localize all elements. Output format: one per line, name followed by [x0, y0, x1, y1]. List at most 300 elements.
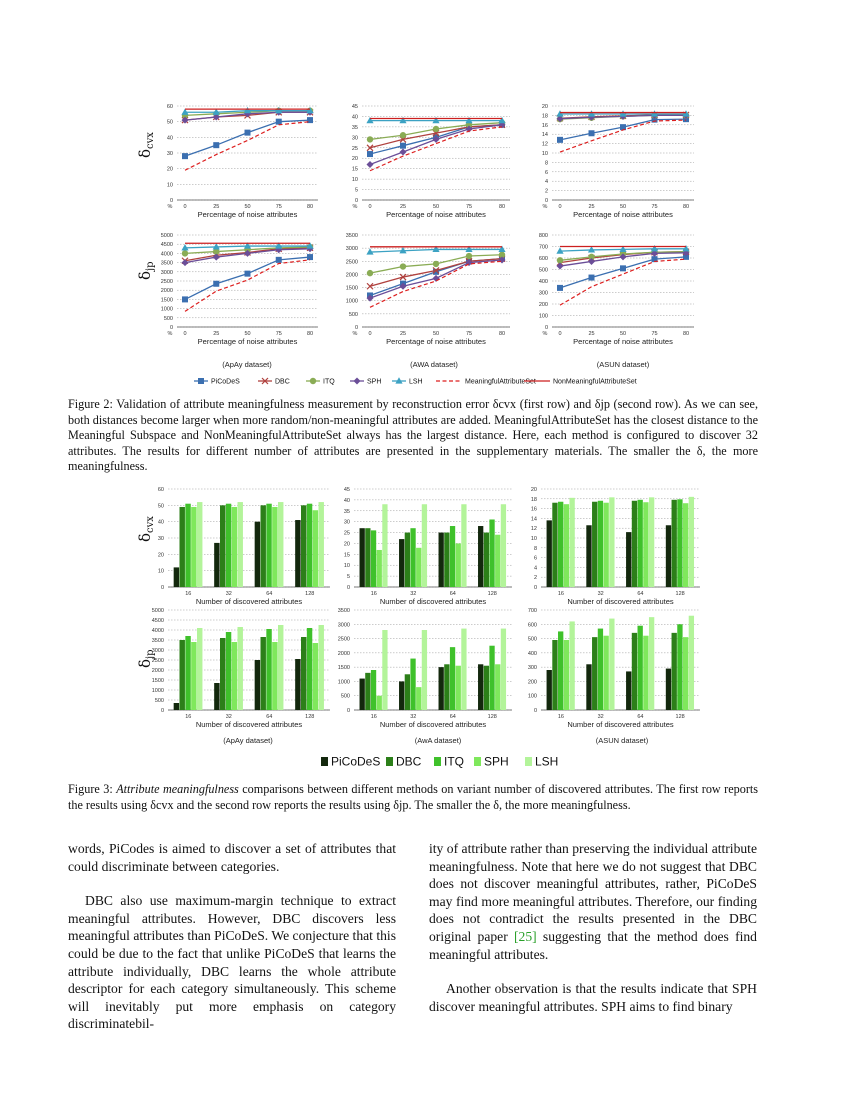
y-tick-label: 20: [541, 104, 548, 110]
y-tick-label: 2000: [345, 272, 358, 279]
x-axis-label: Number of discovered attributes: [379, 720, 487, 729]
bar-dbc: [552, 640, 557, 710]
y-tick-label: 3000: [345, 246, 358, 253]
legend-label: SPH: [367, 378, 382, 386]
y-tick-label: 2500: [345, 259, 358, 266]
y-tick-label: 14: [530, 516, 537, 523]
y-tick-label: 2000: [337, 650, 350, 657]
x-tick-label: 128: [675, 591, 685, 597]
x-axis-label: Number of discovered attributes: [567, 597, 674, 606]
y-tick-label: 10: [530, 536, 537, 542]
x-axis-label: Percentage of noise attributes: [197, 210, 298, 219]
y-tick-label: 100: [527, 693, 537, 700]
bar-lsh: [501, 504, 506, 587]
bar-sph: [416, 687, 421, 710]
y-tick-label: 100: [538, 313, 548, 320]
y-tick-label: 4: [544, 179, 548, 186]
legend-label: DBC: [396, 754, 422, 769]
x-percent-sign: %: [542, 204, 548, 210]
bar-picodes: [547, 520, 552, 587]
fig3-row-symbol-cvx: [136, 516, 156, 542]
fig3-caption-italic: Attribute meaningfulness: [116, 782, 239, 796]
y-tick-label: 2000: [160, 288, 173, 295]
bar-sph: [643, 636, 648, 710]
x-tick-label: 50: [244, 204, 251, 210]
x-tick-label: 50: [619, 204, 627, 210]
fig3-dataset-label-awa: (AwA dataset): [414, 736, 462, 745]
y-tick-label: 30: [343, 519, 350, 526]
bar-lsh: [278, 502, 283, 587]
left-paragraph-1: words, PiCodes is aimed to discover a set of attributes that could discriminate between categories.: [68, 841, 396, 874]
fig3-legend: [321, 755, 558, 769]
bar-lsh: [689, 616, 694, 710]
x-tick-label: 80: [306, 204, 314, 210]
y-tick-label: 25: [351, 145, 358, 152]
x-tick-label: 64: [637, 591, 644, 597]
bar-itq: [410, 528, 415, 587]
legend-item-dbc: [386, 755, 422, 769]
y-tick-label: 4000: [160, 251, 173, 258]
y-tick-label: 300: [527, 665, 537, 672]
y-tick-label: 1500: [345, 285, 358, 292]
bar-lsh: [689, 497, 694, 587]
y-tick-label: 35: [343, 508, 350, 515]
y-tick-label: 400: [538, 279, 548, 285]
y-tick-label: 16: [530, 506, 537, 513]
bar-itq: [185, 504, 190, 587]
bar-lsh: [382, 504, 387, 587]
y-tick-label: 40: [343, 497, 350, 504]
fig3-caption-text: comparisons between different methods on variant number of discovered attributes. The first row reports the results using δcvx and the second row reports the results using δjp. The smaller the δ, the more meaningfulness.: [68, 782, 759, 812]
x-tick-label: 128: [487, 591, 497, 597]
y-tick-label: 0: [533, 585, 537, 591]
bar-lsh: [318, 502, 323, 587]
x-tick-label: 50: [244, 331, 251, 337]
y-tick-label: 2500: [151, 658, 164, 664]
bar-dbc: [220, 638, 225, 710]
bar-picodes: [586, 525, 591, 587]
x-tick-label: 128: [305, 714, 315, 720]
bar-itq: [489, 519, 494, 587]
fig3-dataset-label-asun: (ASUN dataset): [595, 736, 649, 745]
legend-label: LSH: [535, 754, 559, 769]
legend-swatch: [386, 757, 393, 766]
legend-label: PiCoDeS: [211, 378, 240, 386]
bar-dbc: [301, 637, 306, 710]
bar-sph: [495, 535, 500, 587]
x-tick-label: 32: [597, 591, 604, 597]
bar-itq: [450, 647, 455, 710]
y-tick-label: 1000: [160, 306, 173, 313]
y-tick-label: 5000: [151, 608, 164, 614]
bar-picodes: [666, 525, 671, 587]
x-axis-label: Percentage of noise attributes: [573, 337, 673, 346]
fig2-caption-label: Figure 2:: [68, 397, 113, 411]
x-percent-sign: %: [167, 204, 173, 210]
y-tick-label: 20: [343, 541, 350, 548]
left-column: [68, 840, 396, 1033]
y-tick-label: 50: [157, 503, 164, 510]
fig3-dataset-label-apay: (ApAy dataset): [223, 736, 273, 745]
bar-itq: [558, 502, 563, 587]
y-tick-label: 8: [533, 545, 537, 552]
y-tick-label: 10: [351, 177, 358, 184]
bar-sph: [683, 503, 688, 587]
bar-sph: [456, 666, 461, 710]
x-percent-sign: %: [167, 331, 173, 337]
right-paragraph-1-text-b: suggesting that the method does find meaningful attributes.: [429, 928, 757, 962]
y-tick-label: 3500: [160, 260, 173, 267]
x-tick-label: 25: [213, 331, 220, 337]
y-tick-label: 35: [351, 124, 358, 131]
y-tick-label: 45: [351, 104, 358, 110]
bar-lsh: [382, 630, 387, 710]
y-tick-label: 600: [527, 622, 537, 629]
legend-label: ITQ: [323, 378, 335, 386]
bar-itq: [450, 526, 455, 587]
bar-dbc: [672, 500, 677, 587]
bar-picodes: [586, 664, 591, 710]
x-tick-label: 64: [266, 714, 273, 720]
y-tick-label: 4500: [160, 242, 173, 249]
bar-lsh: [422, 630, 427, 710]
y-tick-label: 0: [160, 585, 164, 591]
bar-itq: [226, 632, 231, 710]
y-tick-label: 18: [530, 496, 537, 503]
bar-picodes: [626, 671, 631, 710]
y-tick-label: 1500: [160, 297, 173, 304]
bar-lsh: [609, 619, 614, 710]
bar-itq: [598, 501, 603, 587]
fig3-chart-r1-c1: [158, 487, 330, 606]
y-tick-label: 40: [351, 114, 358, 121]
y-tick-label: 20: [351, 156, 358, 163]
y-tick-label: 500: [163, 315, 173, 322]
bar-dbc: [365, 528, 370, 587]
bar-sph: [191, 507, 196, 587]
bar-itq: [185, 636, 190, 710]
bar-sph: [313, 643, 318, 710]
bar-picodes: [360, 679, 365, 710]
x-tick-label: 50: [432, 331, 440, 337]
y-tick-label: 200: [538, 302, 548, 308]
y-tick-label: 0: [544, 325, 548, 331]
y-tick-label: 0: [169, 325, 173, 331]
fig3-chart-r2-c3: [528, 608, 700, 729]
svg-text:δjp: $\delta_{jp}$: [136, 261, 156, 280]
bar-dbc: [405, 674, 410, 710]
x-axis-label: Number of discovered attributes: [195, 720, 303, 729]
bar-dbc: [180, 640, 185, 710]
bar-sph: [603, 636, 608, 710]
legend-label: PiCoDeS: [331, 754, 381, 769]
x-tick-label: 25: [213, 204, 220, 210]
fig3-chart-r1-c3: [531, 487, 700, 606]
x-tick-label: 80: [682, 204, 690, 210]
svg-text:δjp: $\delta_{jp}$: [136, 649, 156, 668]
legend-label: LSH: [409, 378, 423, 386]
y-tick-label: 500: [348, 311, 358, 318]
bar-sph: [313, 510, 318, 587]
bar-dbc: [592, 637, 597, 710]
bar-sph: [272, 507, 277, 587]
legend-item-picodes: [321, 755, 380, 769]
x-tick-label: 75: [651, 331, 658, 337]
svg-text:δcvx: $\delta_{cvx}$: [136, 516, 156, 542]
y-tick-label: 5000: [160, 233, 173, 239]
bar-dbc: [261, 637, 266, 710]
y-tick-label: 3500: [151, 638, 164, 644]
bar-dbc: [552, 503, 557, 587]
x-tick-label: 0: [558, 204, 562, 210]
bar-picodes: [174, 567, 179, 587]
y-tick-label: 14: [541, 132, 548, 139]
bar-picodes: [547, 670, 552, 710]
bar-dbc: [484, 533, 489, 587]
y-tick-label: 3500: [337, 608, 350, 614]
bar-picodes: [478, 664, 483, 710]
y-tick-label: 30: [351, 135, 358, 142]
bar-dbc: [444, 533, 449, 587]
bar-picodes: [255, 522, 260, 587]
y-tick-label: 40: [157, 519, 164, 526]
legend-label: NonMeaningfulAttributeSet: [553, 378, 637, 386]
bar-lsh: [649, 617, 654, 710]
x-tick-label: 128: [305, 591, 315, 597]
y-tick-label: 400: [527, 650, 537, 657]
fig3-chart-r1-c2: [344, 487, 512, 606]
bar-itq: [677, 624, 682, 710]
x-axis-label: Percentage of noise attributes: [386, 210, 486, 219]
svg-text:δcvx: $\delta_{cvx}$: [136, 132, 156, 158]
bar-itq: [489, 646, 494, 710]
x-tick-label: 16: [557, 591, 564, 597]
y-tick-label: 60: [157, 487, 164, 493]
x-axis-label: Number of discovered attributes: [567, 720, 674, 729]
y-tick-label: 3500: [345, 233, 358, 239]
fig2-dataset-label-asun: (ASUN dataset): [596, 360, 650, 369]
y-tick-label: 18: [541, 113, 548, 120]
bar-itq: [266, 504, 271, 587]
fig3-chart-r2-c1: [152, 608, 330, 729]
bar-lsh: [278, 625, 283, 710]
x-tick-label: 16: [557, 714, 564, 720]
y-tick-label: 2500: [160, 279, 173, 285]
legend-swatch: [474, 757, 481, 766]
right-paragraph-1-text-a: ity of attribute rather than preserving the individual attribute meaningfulness. Note that here we do not suggest that DBC does not discover meaningful attributes, rather, PiCoDeS may find more meaningful attributes. Therefore, our finding does not contradict the results presented in the DBC original paper: [429, 841, 757, 944]
y-tick-label: 1500: [337, 665, 350, 672]
bar-lsh: [237, 502, 242, 587]
bar-itq: [266, 629, 271, 710]
x-tick-label: 0: [558, 331, 562, 337]
y-tick-label: 5: [354, 187, 358, 194]
bar-sph: [232, 642, 237, 710]
x-axis-label: Number of discovered attributes: [379, 597, 487, 606]
bar-picodes: [439, 533, 444, 587]
x-axis-label: Percentage of noise attributes: [197, 337, 298, 346]
x-axis-label: Percentage of noise attributes: [573, 210, 673, 219]
bar-picodes: [360, 528, 365, 587]
right-paragraph-2: Another observation is that the results indicate that SPH discover meaningful attributes. SPH aims to find binary: [429, 981, 757, 1014]
x-tick-label: 25: [588, 331, 595, 337]
x-tick-label: 16: [370, 714, 377, 720]
bar-sph: [377, 550, 382, 587]
bar-dbc: [261, 505, 266, 587]
y-tick-label: 12: [530, 526, 537, 533]
x-axis-label: Number of discovered attributes: [195, 597, 303, 606]
bar-picodes: [214, 543, 219, 587]
bar-dbc: [632, 633, 637, 710]
x-tick-label: 32: [410, 714, 417, 720]
bar-dbc: [484, 666, 489, 710]
figure-3-caption: [68, 782, 758, 813]
citation-link-25[interactable]: [25]: [514, 928, 537, 944]
bar-dbc: [180, 507, 185, 587]
y-tick-label: 0: [346, 585, 350, 591]
bar-lsh: [501, 629, 506, 710]
x-tick-label: 32: [597, 714, 604, 720]
y-tick-label: 3000: [160, 269, 173, 276]
x-percent-sign: %: [542, 331, 548, 337]
legend-label: SPH: [484, 754, 509, 769]
x-tick-label: 64: [637, 714, 644, 720]
y-tick-label: 500: [527, 636, 537, 643]
bar-lsh: [569, 498, 574, 587]
y-tick-label: 4500: [151, 618, 164, 624]
x-tick-label: 75: [275, 204, 282, 210]
x-tick-label: 75: [465, 331, 473, 337]
y-tick-label: 20: [166, 166, 173, 173]
x-tick-label: 80: [682, 331, 690, 337]
y-tick-label: 20: [530, 487, 537, 493]
bar-itq: [307, 628, 312, 710]
y-tick-label: 16: [541, 122, 548, 129]
bar-sph: [564, 640, 569, 710]
y-tick-label: 0: [160, 708, 164, 714]
bar-sph: [564, 504, 569, 587]
y-tick-label: 5: [346, 574, 350, 581]
y-tick-label: 2: [533, 575, 537, 582]
bar-itq: [638, 626, 643, 710]
bar-dbc: [444, 664, 449, 710]
bar-lsh: [318, 625, 323, 710]
y-tick-label: 10: [157, 568, 164, 575]
bar-lsh: [609, 497, 614, 587]
bar-dbc: [592, 502, 597, 587]
y-tick-label: 0: [346, 708, 350, 714]
x-tick-label: 128: [487, 714, 497, 720]
x-tick-label: 16: [185, 591, 192, 597]
y-tick-label: 800: [538, 233, 548, 239]
bar-sph: [377, 696, 382, 710]
y-tick-label: 4: [533, 565, 537, 572]
y-tick-label: 4000: [151, 628, 164, 634]
y-tick-label: 0: [169, 198, 173, 204]
x-tick-label: 80: [498, 204, 506, 210]
bar-picodes: [666, 669, 671, 710]
bar-picodes: [295, 659, 300, 710]
bar-sph: [495, 664, 500, 710]
x-tick-label: 64: [449, 714, 456, 720]
x-tick-label: 32: [410, 591, 417, 597]
bar-sph: [683, 637, 688, 710]
bar-sph: [272, 642, 277, 710]
bar-sph: [643, 502, 648, 587]
legend-label: ITQ: [444, 754, 464, 769]
y-tick-label: 6: [544, 169, 548, 176]
bar-itq: [638, 500, 643, 587]
fig3-caption-label: Figure 3:: [68, 782, 113, 796]
fig2-caption-text: Validation of attribute meaningfulness measurement by reconstruction error δcvx (first row) and δjp (second row). As we can see, both distances become larger when more random/non-meaningful attributes are added. MeaningfulAttributeSet has the closest distance to the Meaningful Subspace and NonMeaningfulAttributeSet always has the largest distance. Here, each method is configured to discover 32 attributes. The results for different number of attributes are presented in the supplementary materials. The smaller the δ, the more meaningfulness.: [68, 397, 758, 474]
bar-picodes: [174, 703, 179, 710]
bar-sph: [232, 507, 237, 587]
bar-sph: [603, 503, 608, 587]
bar-picodes: [478, 526, 483, 587]
y-tick-label: 200: [527, 679, 537, 686]
y-tick-label: 1500: [151, 678, 164, 684]
x-tick-label: 32: [225, 714, 232, 720]
x-tick-label: 75: [651, 204, 658, 210]
legend-label: MeaningfulAttributeSet: [465, 378, 536, 386]
y-tick-label: 0: [354, 325, 358, 331]
bar-itq: [307, 504, 312, 587]
legend-swatch: [321, 757, 328, 766]
x-tick-label: 25: [399, 331, 407, 337]
bar-picodes: [626, 532, 631, 587]
y-tick-label: 45: [343, 487, 350, 493]
legend-item-sph: [474, 755, 509, 769]
y-tick-label: 1000: [345, 298, 358, 305]
x-axis-label: Percentage of noise attributes: [386, 337, 486, 346]
y-tick-label: 25: [343, 530, 350, 537]
y-tick-label: 12: [541, 141, 548, 148]
bar-itq: [371, 530, 376, 587]
bar-itq: [598, 629, 603, 710]
bar-picodes: [399, 681, 404, 710]
y-tick-label: 20: [157, 552, 164, 559]
right-paragraph-1: [429, 840, 757, 963]
bar-lsh: [197, 628, 202, 710]
legend-item-itq: [434, 755, 464, 769]
x-tick-label: 0: [368, 331, 372, 337]
legend-swatch: [525, 757, 532, 766]
y-tick-label: 600: [538, 256, 548, 262]
bar-lsh: [237, 627, 242, 710]
y-tick-label: 10: [541, 151, 548, 157]
y-tick-label: 60: [166, 104, 173, 110]
y-tick-label: 700: [538, 244, 548, 251]
y-tick-label: 500: [340, 693, 350, 700]
y-tick-label: 2000: [151, 668, 164, 674]
y-tick-label: 2500: [337, 636, 350, 643]
x-tick-label: 64: [449, 591, 456, 597]
y-tick-label: 0: [354, 198, 358, 204]
x-tick-label: 80: [498, 331, 506, 337]
bar-dbc: [365, 673, 370, 710]
bar-picodes: [295, 520, 300, 587]
y-tick-label: 2: [544, 188, 548, 195]
bar-itq: [226, 504, 231, 587]
x-tick-label: 32: [225, 591, 232, 597]
bar-dbc: [301, 505, 306, 587]
bar-sph: [191, 642, 196, 710]
legend-label: DBC: [275, 378, 290, 386]
bar-itq: [371, 670, 376, 710]
x-tick-label: 50: [619, 331, 627, 337]
x-percent-sign: %: [352, 204, 358, 210]
y-tick-label: 3000: [337, 622, 350, 629]
y-tick-label: 500: [154, 698, 164, 704]
